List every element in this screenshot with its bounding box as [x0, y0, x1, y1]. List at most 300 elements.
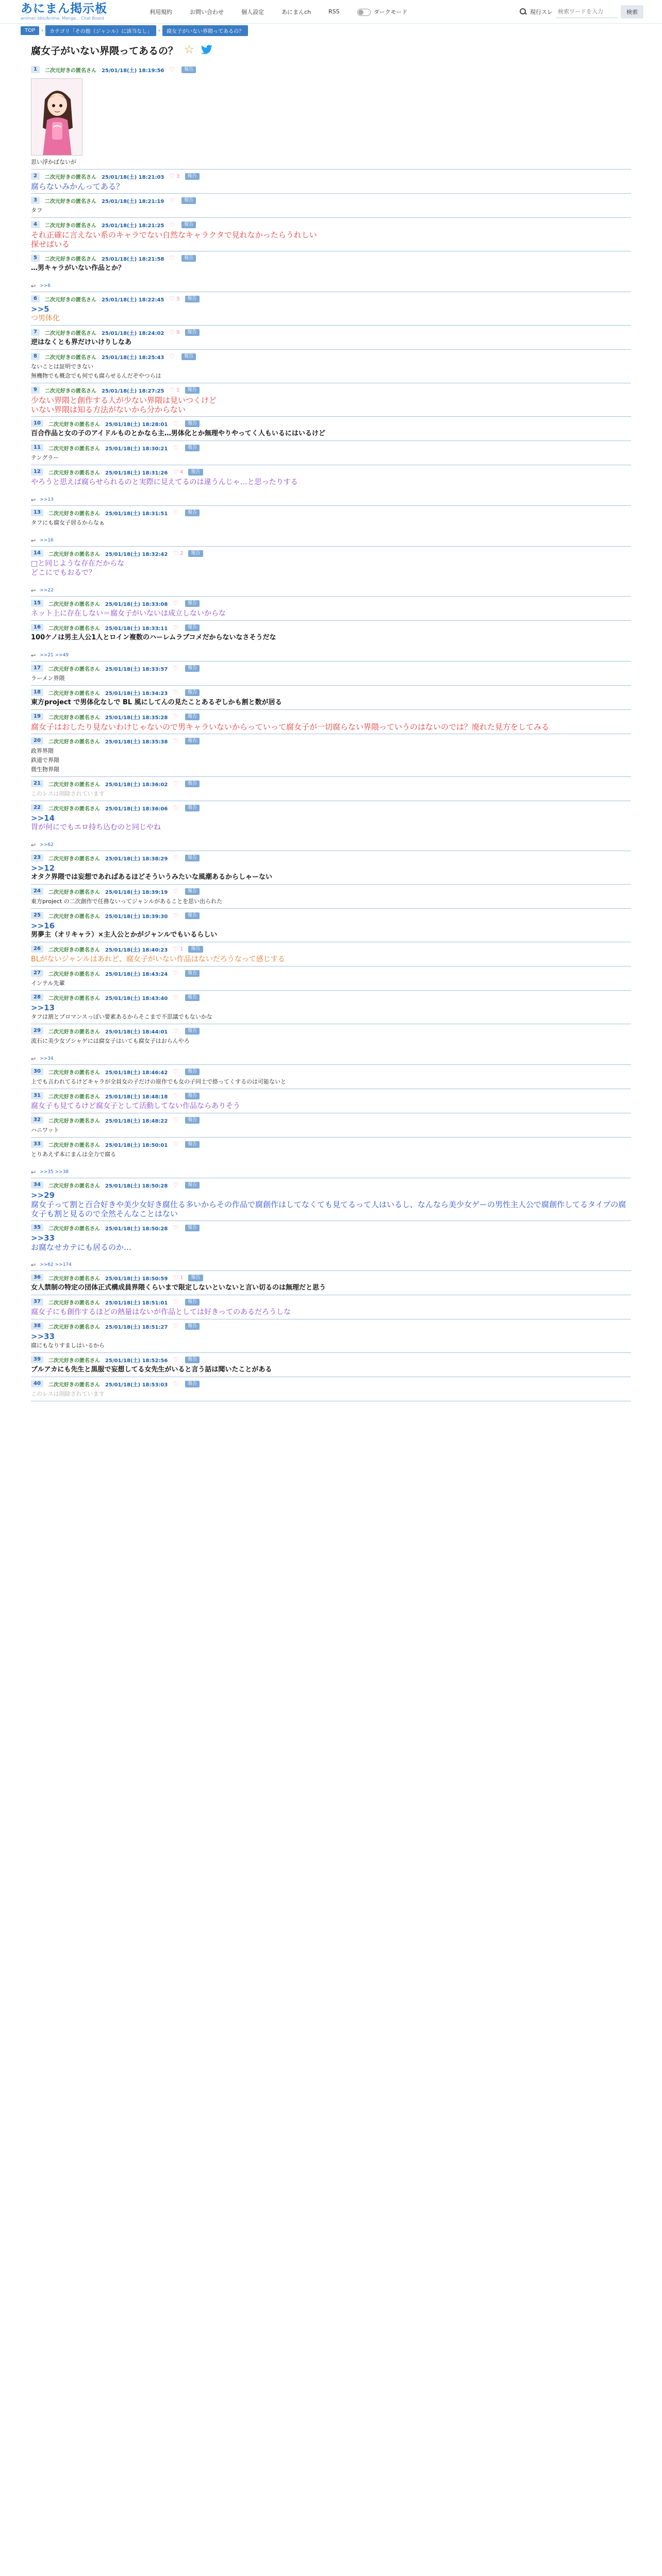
reply-anchor-link[interactable]: >>16 [31, 921, 55, 930]
like-heart-icon[interactable]: ♡ [173, 624, 179, 631]
like-heart-icon[interactable]: ♡ [173, 1323, 179, 1330]
post-number[interactable]: 13 [31, 509, 43, 516]
post-date: 25/01/18(土) 18:35:38 [105, 739, 168, 745]
reply-links[interactable]: >>62 >>174 [40, 1262, 72, 1267]
nav-rss[interactable]: RSS [328, 8, 340, 15]
like-heart-icon[interactable]: ♡ [173, 1298, 179, 1306]
report-button[interactable]: 報告 [188, 946, 203, 953]
search-button[interactable]: 検索 [621, 5, 643, 19]
post-header [31, 994, 631, 1001]
replies-row [31, 1055, 631, 1062]
post-text-line: 女人禁制の特定の団体正式構成員界隈くらいまで限定しないといないと言い切るのは無理だと思う [31, 1284, 326, 1292]
post-header [31, 888, 631, 895]
post-number[interactable]: 3 [31, 197, 40, 204]
post-text-line: ラーメン界隈 [31, 675, 65, 682]
post-date: 25/01/18(土) 18:50:01 [105, 1142, 168, 1148]
post-number[interactable]: 12 [31, 468, 43, 476]
like-heart-icon[interactable]: ♡ [173, 1068, 179, 1075]
like-heart-icon[interactable]: ♡ [173, 888, 179, 895]
post-number[interactable]: 18 [31, 689, 43, 696]
poster-name: 二次元好きの匿名さん [44, 354, 96, 361]
like-heart-icon[interactable]: ♡ [173, 600, 179, 607]
like-heart-icon[interactable]: ♡ [169, 66, 175, 73]
post-number[interactable]: 24 [31, 888, 43, 895]
like-heart-icon[interactable]: ♡ [173, 689, 179, 696]
report-button[interactable]: 報告 [185, 714, 200, 720]
post [31, 292, 631, 326]
report-button[interactable]: 報告 [185, 970, 200, 977]
post-number[interactable]: 1 [31, 66, 40, 73]
reply-links[interactable]: >>13 [40, 497, 54, 502]
post-text-line: 腐女子はおしたり見ないわけじゃないので男キャラいないからっていって腐女子が一切腐らない界隈っていうのはないのでは？廃れた見方をしてみる [31, 722, 550, 732]
site-logo[interactable] [21, 3, 119, 21]
post [31, 506, 631, 547]
replies-row [31, 1168, 631, 1176]
like-heart-icon[interactable]: ♡ [169, 329, 175, 336]
post [31, 734, 631, 777]
post-number[interactable]: 32 [31, 1116, 43, 1124]
post-header [31, 1224, 631, 1231]
post-body [31, 228, 631, 249]
report-button[interactable]: 報告 [185, 445, 200, 451]
report-button[interactable]: 報告 [185, 1357, 200, 1363]
post [31, 621, 631, 662]
like-heart-icon[interactable]: ♡ [173, 1141, 179, 1148]
like-heart-icon[interactable]: ♡ [173, 737, 179, 744]
reply-anchor-link[interactable]: >>12 [31, 863, 55, 873]
poster-name: 二次元好きの匿名さん [48, 739, 100, 745]
poster-name: 二次元好きの匿名さん [48, 1070, 100, 1076]
post [31, 441, 631, 465]
post-date: 25/01/18(土) 18:28:01 [105, 421, 168, 428]
post-number[interactable]: 36 [31, 1274, 43, 1281]
like-heart-icon[interactable]: ♡ [173, 780, 179, 787]
reply-arrow-icon: ↩ [31, 587, 36, 594]
search-input[interactable] [556, 6, 618, 18]
reply-links[interactable]: >>21 >>49 [40, 653, 69, 658]
post-header [31, 550, 631, 557]
post-text-line: ブルアカにも先生と黒服で妄想してる女先生がいると言う話は聞いたことがある [31, 1366, 272, 1374]
post-header [31, 854, 631, 861]
reply-arrow-icon: ↩ [31, 652, 36, 659]
report-button[interactable]: 報告 [185, 1323, 200, 1330]
like-count: 9 [176, 329, 180, 335]
post-text-line: 腐らないみかんってある？ [31, 182, 124, 191]
report-button[interactable]: 報告 [185, 781, 200, 787]
post-date: 25/01/18(土) 18:30:21 [105, 446, 168, 452]
reply-arrow-icon: ↩ [31, 496, 36, 503]
post [31, 1319, 631, 1353]
post-text-line: このレスは削除されています [31, 790, 105, 797]
report-button[interactable]: 報告 [185, 1381, 200, 1387]
post-number[interactable]: 26 [31, 945, 43, 953]
post-number[interactable]: 9 [31, 386, 40, 394]
favorite-star-icon[interactable]: ☆ [184, 43, 194, 56]
report-button[interactable]: 報告 [185, 1141, 200, 1148]
report-button[interactable]: 報告 [181, 353, 196, 360]
poster-name: 二次元好きの匿名さん [44, 330, 96, 336]
like-heart-icon[interactable]: ♡ [173, 804, 179, 811]
reply-anchor-link[interactable]: >>14 [31, 814, 55, 823]
report-button[interactable]: 報告 [185, 1028, 200, 1035]
post-header [31, 665, 631, 672]
post-number[interactable]: 29 [31, 1027, 43, 1035]
replies-row [31, 537, 631, 544]
post-number[interactable]: 22 [31, 804, 43, 811]
report-button[interactable]: 報告 [185, 855, 200, 861]
post-body [31, 73, 631, 167]
post-body [31, 427, 631, 438]
report-button[interactable]: 報告 [188, 550, 203, 557]
report-button[interactable]: 報告 [185, 173, 200, 180]
like-count: 3 [176, 173, 180, 179]
post-text-line: 東方project で男体化なしで BL 風にしてんの見たことあるぞしかも割と数が居る [31, 699, 282, 706]
post-number[interactable]: 17 [31, 665, 43, 672]
poster-name: 二次元好きの匿名さん [48, 1226, 100, 1232]
report-button[interactable]: 報告 [185, 600, 200, 607]
post-text-line: やろうと思えば腐らせられるのと実際に見えてるのは違うんじゃ…と思ったりする [31, 478, 298, 486]
reply-links[interactable]: >>35 >>38 [40, 1170, 69, 1175]
poster-name: 二次元好きの匿名さん [48, 446, 100, 452]
report-button[interactable]: 報告 [185, 510, 200, 516]
like-heart-icon[interactable]: ♡ [173, 854, 179, 861]
post [31, 1353, 631, 1377]
post-header [31, 444, 631, 451]
post-text-line: タフ [31, 207, 42, 214]
report-button[interactable]: 報告 [185, 296, 200, 302]
report-button[interactable]: 報告 [185, 738, 200, 744]
post-body [31, 672, 631, 683]
poster-name: 二次元好きの匿名さん [48, 971, 100, 977]
post-number[interactable]: 40 [31, 1380, 43, 1387]
report-button[interactable]: 報告 [188, 1275, 203, 1281]
like-heart-icon[interactable]: ♡ [173, 1027, 179, 1035]
report-button[interactable]: 報告 [185, 689, 200, 696]
like-heart-icon[interactable]: ♡ [173, 912, 179, 919]
post [31, 686, 631, 710]
post-header [31, 255, 631, 262]
post-number[interactable]: 20 [31, 737, 43, 744]
post [31, 1024, 631, 1065]
post-body [31, 1189, 631, 1218]
poster-name: 二次元好きの匿名さん [48, 947, 100, 953]
breadcrumb-category[interactable]: カテゴリ「その他（ジャンル）に該当なし」 [45, 25, 156, 36]
post-header [31, 624, 631, 631]
post [31, 547, 631, 597]
poster-name: 二次元好きの匿名さん [48, 1142, 100, 1148]
post-text-line: 腐にもなりすましはいるから [31, 1342, 105, 1349]
poster-name: 二次元好きの匿名さん [48, 1183, 100, 1189]
replies-row [31, 282, 631, 290]
post-number[interactable]: 11 [31, 444, 43, 451]
reply-links[interactable]: >>34 [40, 1056, 54, 1061]
post-text-line: 微生物界隈 [31, 766, 59, 773]
post-header [31, 1141, 631, 1148]
post-text-line: それ正確に言えない系のキャラでない自然なキャラクタで見れなかったらうれしい [31, 230, 317, 240]
post-body [31, 1148, 631, 1159]
post-number[interactable]: 35 [31, 1224, 43, 1231]
like-heart-icon[interactable]: ♡ [169, 255, 175, 262]
replies-row [31, 496, 631, 503]
header-nav [150, 8, 520, 16]
post-number[interactable]: 31 [31, 1092, 43, 1099]
post-number[interactable]: 5 [31, 255, 40, 262]
like-heart-icon[interactable]: ♡ [173, 468, 179, 476]
like-heart-icon[interactable]: ♡ [173, 713, 179, 720]
like-heart-icon[interactable]: ♡ [173, 1224, 179, 1231]
post [31, 885, 631, 909]
post-body [31, 451, 631, 463]
post-body [31, 1075, 631, 1087]
post [31, 1295, 631, 1319]
reply-anchor-link[interactable]: >>33 [31, 1233, 55, 1243]
report-button[interactable]: 報告 [181, 222, 196, 228]
like-heart-icon[interactable]: ♡ [173, 1116, 179, 1124]
post-text-line: ハニワット [31, 1127, 59, 1133]
nav-settings[interactable]: 個人設定 [241, 8, 264, 15]
post-number[interactable]: 19 [31, 713, 43, 720]
post-number[interactable]: 15 [31, 600, 43, 607]
post [31, 1271, 631, 1295]
like-heart-icon[interactable]: ♡ [173, 1092, 179, 1099]
post-date: 25/01/18(土) 18:50:28 [105, 1226, 168, 1232]
like-heart-icon[interactable]: ♡ [173, 1274, 179, 1281]
post-text-line: ないことは証明できない [31, 363, 93, 370]
report-button[interactable]: 報告 [185, 888, 200, 895]
report-button[interactable]: 報告 [181, 197, 196, 204]
post [31, 851, 631, 885]
post-date: 25/01/18(土) 18:51:27 [105, 1324, 168, 1330]
like-heart-icon[interactable]: ♡ [173, 970, 179, 977]
post [31, 662, 631, 686]
post-header [31, 468, 631, 476]
post-date: 25/01/18(土) 18:21:03 [101, 174, 164, 180]
like-heart-icon[interactable]: ♡ [173, 945, 179, 953]
reply-arrow-icon: ↩ [31, 1261, 36, 1268]
like-heart-icon[interactable]: ♡ [173, 550, 179, 557]
like-count: 4 [180, 469, 184, 475]
post-text-line: インテル先輩 [31, 980, 65, 987]
poster-name: 二次元好きの匿名さん [48, 995, 100, 1002]
post-body [31, 977, 631, 988]
post-number[interactable]: 10 [31, 420, 43, 427]
reply-anchor-link[interactable]: >>5 [31, 304, 49, 314]
report-button[interactable]: 報告 [185, 1225, 200, 1231]
post-text-line: 思い浮かばないが [31, 159, 76, 165]
post-body [31, 1306, 631, 1317]
post-number[interactable]: 38 [31, 1323, 43, 1330]
post-date: 25/01/18(土) 18:36:06 [105, 806, 168, 812]
post-number[interactable]: 37 [31, 1298, 43, 1306]
post-body [31, 1330, 631, 1350]
post-number[interactable]: 6 [31, 295, 40, 302]
report-button[interactable]: 報告 [185, 912, 200, 919]
post-body [31, 1281, 631, 1293]
post-body [31, 476, 631, 487]
post [31, 801, 631, 851]
post-body [31, 1099, 631, 1111]
post-body [31, 1363, 631, 1375]
post-date: 25/01/18(土) 18:21:19 [101, 198, 164, 205]
report-button[interactable]: 報告 [185, 387, 200, 394]
report-button[interactable]: 報告 [181, 255, 196, 262]
post-header [31, 420, 631, 427]
reply-anchor-link[interactable]: >>33 [31, 1332, 55, 1341]
reply-links[interactable]: >>16 [40, 538, 54, 543]
reply-links[interactable]: >>22 [40, 588, 54, 593]
like-heart-icon[interactable]: ♡ [173, 1380, 179, 1387]
report-button[interactable]: 報告 [185, 329, 200, 336]
like-heart-icon[interactable]: ♡ [169, 197, 175, 204]
post-header [31, 1356, 631, 1363]
report-button[interactable]: 報告 [185, 665, 200, 672]
post [31, 1065, 631, 1089]
post-text-line: 胃が何にでもエロ持ち込むのと同じやね [31, 823, 161, 832]
post-date: 25/01/18(土) 18:33:11 [105, 625, 168, 632]
post [31, 383, 631, 417]
like-heart-icon[interactable]: ♡ [173, 420, 179, 427]
post-text-line: □と同じような存在だからな [31, 560, 125, 568]
search-bar [520, 5, 643, 19]
post-number[interactable]: 7 [31, 329, 40, 336]
report-button[interactable]: 報告 [185, 805, 200, 811]
like-heart-icon[interactable]: ♡ [169, 221, 175, 228]
post-header [31, 221, 631, 228]
like-heart-icon[interactable]: ♡ [173, 444, 179, 451]
post-date: 25/01/18(土) 18:34:23 [105, 690, 168, 697]
post-text-line: タフにも腐女子居るからなぁ [31, 519, 105, 526]
reply-anchor-link[interactable]: >>29 [31, 1191, 55, 1200]
like-heart-icon[interactable]: ♡ [169, 173, 175, 180]
like-heart-icon[interactable]: ♡ [173, 1356, 179, 1363]
post [31, 170, 631, 194]
post-number[interactable]: 4 [31, 221, 40, 228]
post-header [31, 1181, 631, 1189]
breadcrumb [0, 24, 662, 37]
nav-animanch[interactable]: あにまんch [282, 8, 311, 15]
report-button[interactable]: 報告 [185, 624, 200, 631]
post-number[interactable]: 2 [31, 173, 40, 180]
poster-name: 二次元好きの匿名さん [44, 297, 96, 303]
report-button[interactable]: 報告 [185, 1182, 200, 1189]
reply-arrow-icon: ↩ [31, 1168, 36, 1176]
post-header [31, 295, 631, 302]
post [31, 194, 631, 218]
replies-row [31, 841, 631, 849]
post-text-line: 東方project の二次創作で任務ないってジャンルがあることを思い出られた [31, 898, 223, 905]
post-number[interactable]: 21 [31, 780, 43, 787]
post-number[interactable]: 34 [31, 1181, 43, 1189]
post-header [31, 1298, 631, 1306]
post-text-line: どこにでもおるで？ [31, 569, 96, 577]
post [31, 417, 631, 441]
replies-row [31, 1261, 631, 1268]
post-text-line: お腐なせカテにも居るのか… [31, 1243, 132, 1252]
post-number[interactable]: 23 [31, 854, 43, 861]
like-heart-icon[interactable]: ♡ [169, 386, 175, 394]
dark-mode-toggle[interactable] [357, 8, 408, 16]
post-header [31, 386, 631, 394]
post-date: 25/01/18(土) 18:48:22 [105, 1118, 168, 1124]
like-heart-icon[interactable]: ♡ [173, 665, 179, 672]
post-number[interactable]: 28 [31, 994, 43, 1001]
post-number[interactable]: 27 [31, 970, 43, 977]
post-body [31, 607, 631, 618]
post-body [31, 1035, 631, 1046]
like-heart-icon[interactable]: ♡ [173, 1181, 179, 1189]
post-text-line: 逆はなくとも界だけいけりしなあ [31, 338, 132, 346]
post-header [31, 197, 631, 204]
post [31, 597, 631, 621]
post-text-line: タフは割とブロマンスっぽい要素あるからそこまで不思議でもないかな [31, 1013, 212, 1020]
post-body [31, 180, 631, 191]
post-header [31, 173, 631, 180]
post [31, 777, 631, 801]
post-text-line: 腐女子も見てるけど腐女子として活動してない作品ならありそう [31, 1102, 240, 1110]
breadcrumb-thread[interactable]: 腐女子がいない界隈ってあるの？ [162, 25, 248, 36]
toggle-switch-icon[interactable] [357, 9, 371, 16]
post-number[interactable]: 33 [31, 1141, 43, 1148]
like-heart-icon[interactable]: ♡ [169, 353, 175, 360]
report-button[interactable]: 報告 [185, 1069, 200, 1075]
poster-name: 二次元好きの匿名さん [48, 690, 100, 697]
like-heart-icon[interactable]: ♡ [173, 994, 179, 1001]
post-body [31, 696, 631, 707]
post-header [31, 713, 631, 720]
poster-name: 二次元好きの匿名さん [48, 889, 100, 895]
post-date: 25/01/18(土) 18:44:01 [105, 1029, 168, 1035]
nav-contact[interactable]: お問い合わせ [190, 8, 224, 15]
twitter-share-icon[interactable] [201, 45, 213, 55]
like-heart-icon[interactable]: ♡ [173, 509, 179, 516]
report-button[interactable]: 報告 [185, 1093, 200, 1099]
post-number[interactable]: 30 [31, 1068, 43, 1075]
report-button[interactable]: 報告 [185, 1117, 200, 1124]
post-number[interactable]: 16 [31, 624, 43, 631]
post [31, 909, 631, 942]
report-button[interactable]: 報告 [181, 66, 196, 73]
post-text-line: テングラー [31, 454, 59, 461]
post-body [31, 811, 631, 832]
nav-terms[interactable]: 利用規約 [150, 8, 172, 15]
report-button[interactable]: 報告 [188, 469, 203, 476]
dark-mode-label: ダークモード [373, 8, 408, 15]
post-number[interactable]: 39 [31, 1356, 43, 1363]
search-scope-select[interactable]: 現行スレ [530, 8, 553, 15]
post-number[interactable]: 8 [31, 353, 40, 360]
post [31, 942, 631, 967]
reply-links[interactable]: >>6 [40, 283, 51, 289]
like-heart-icon[interactable]: ♡ [169, 295, 175, 302]
post-date: 25/01/18(土) 18:25:43 [101, 354, 164, 361]
post-header [31, 970, 631, 977]
post-body [31, 919, 631, 940]
post-number[interactable]: 14 [31, 550, 43, 557]
report-button[interactable]: 報告 [185, 994, 200, 1001]
like-count: 1 [180, 946, 184, 952]
post-text-line: 上でも言われてるけどキャラが全員女の子だけの原作でも女の子同士で絡ってくするのは可能ないと [31, 1078, 286, 1085]
report-button[interactable]: 報告 [185, 420, 200, 427]
post-image[interactable] [31, 78, 82, 156]
report-button[interactable]: 報告 [185, 1299, 200, 1306]
reply-links[interactable]: >>62 [40, 842, 54, 848]
reply-anchor-link[interactable]: >>13 [31, 1003, 55, 1012]
post-number[interactable]: 25 [31, 912, 43, 919]
poster-name: 二次元好きの匿名さん [48, 601, 100, 607]
post-header [31, 600, 631, 607]
logo-text: あにまん掲示板 [21, 2, 107, 15]
breadcrumb-top[interactable]: TOP [21, 26, 39, 35]
